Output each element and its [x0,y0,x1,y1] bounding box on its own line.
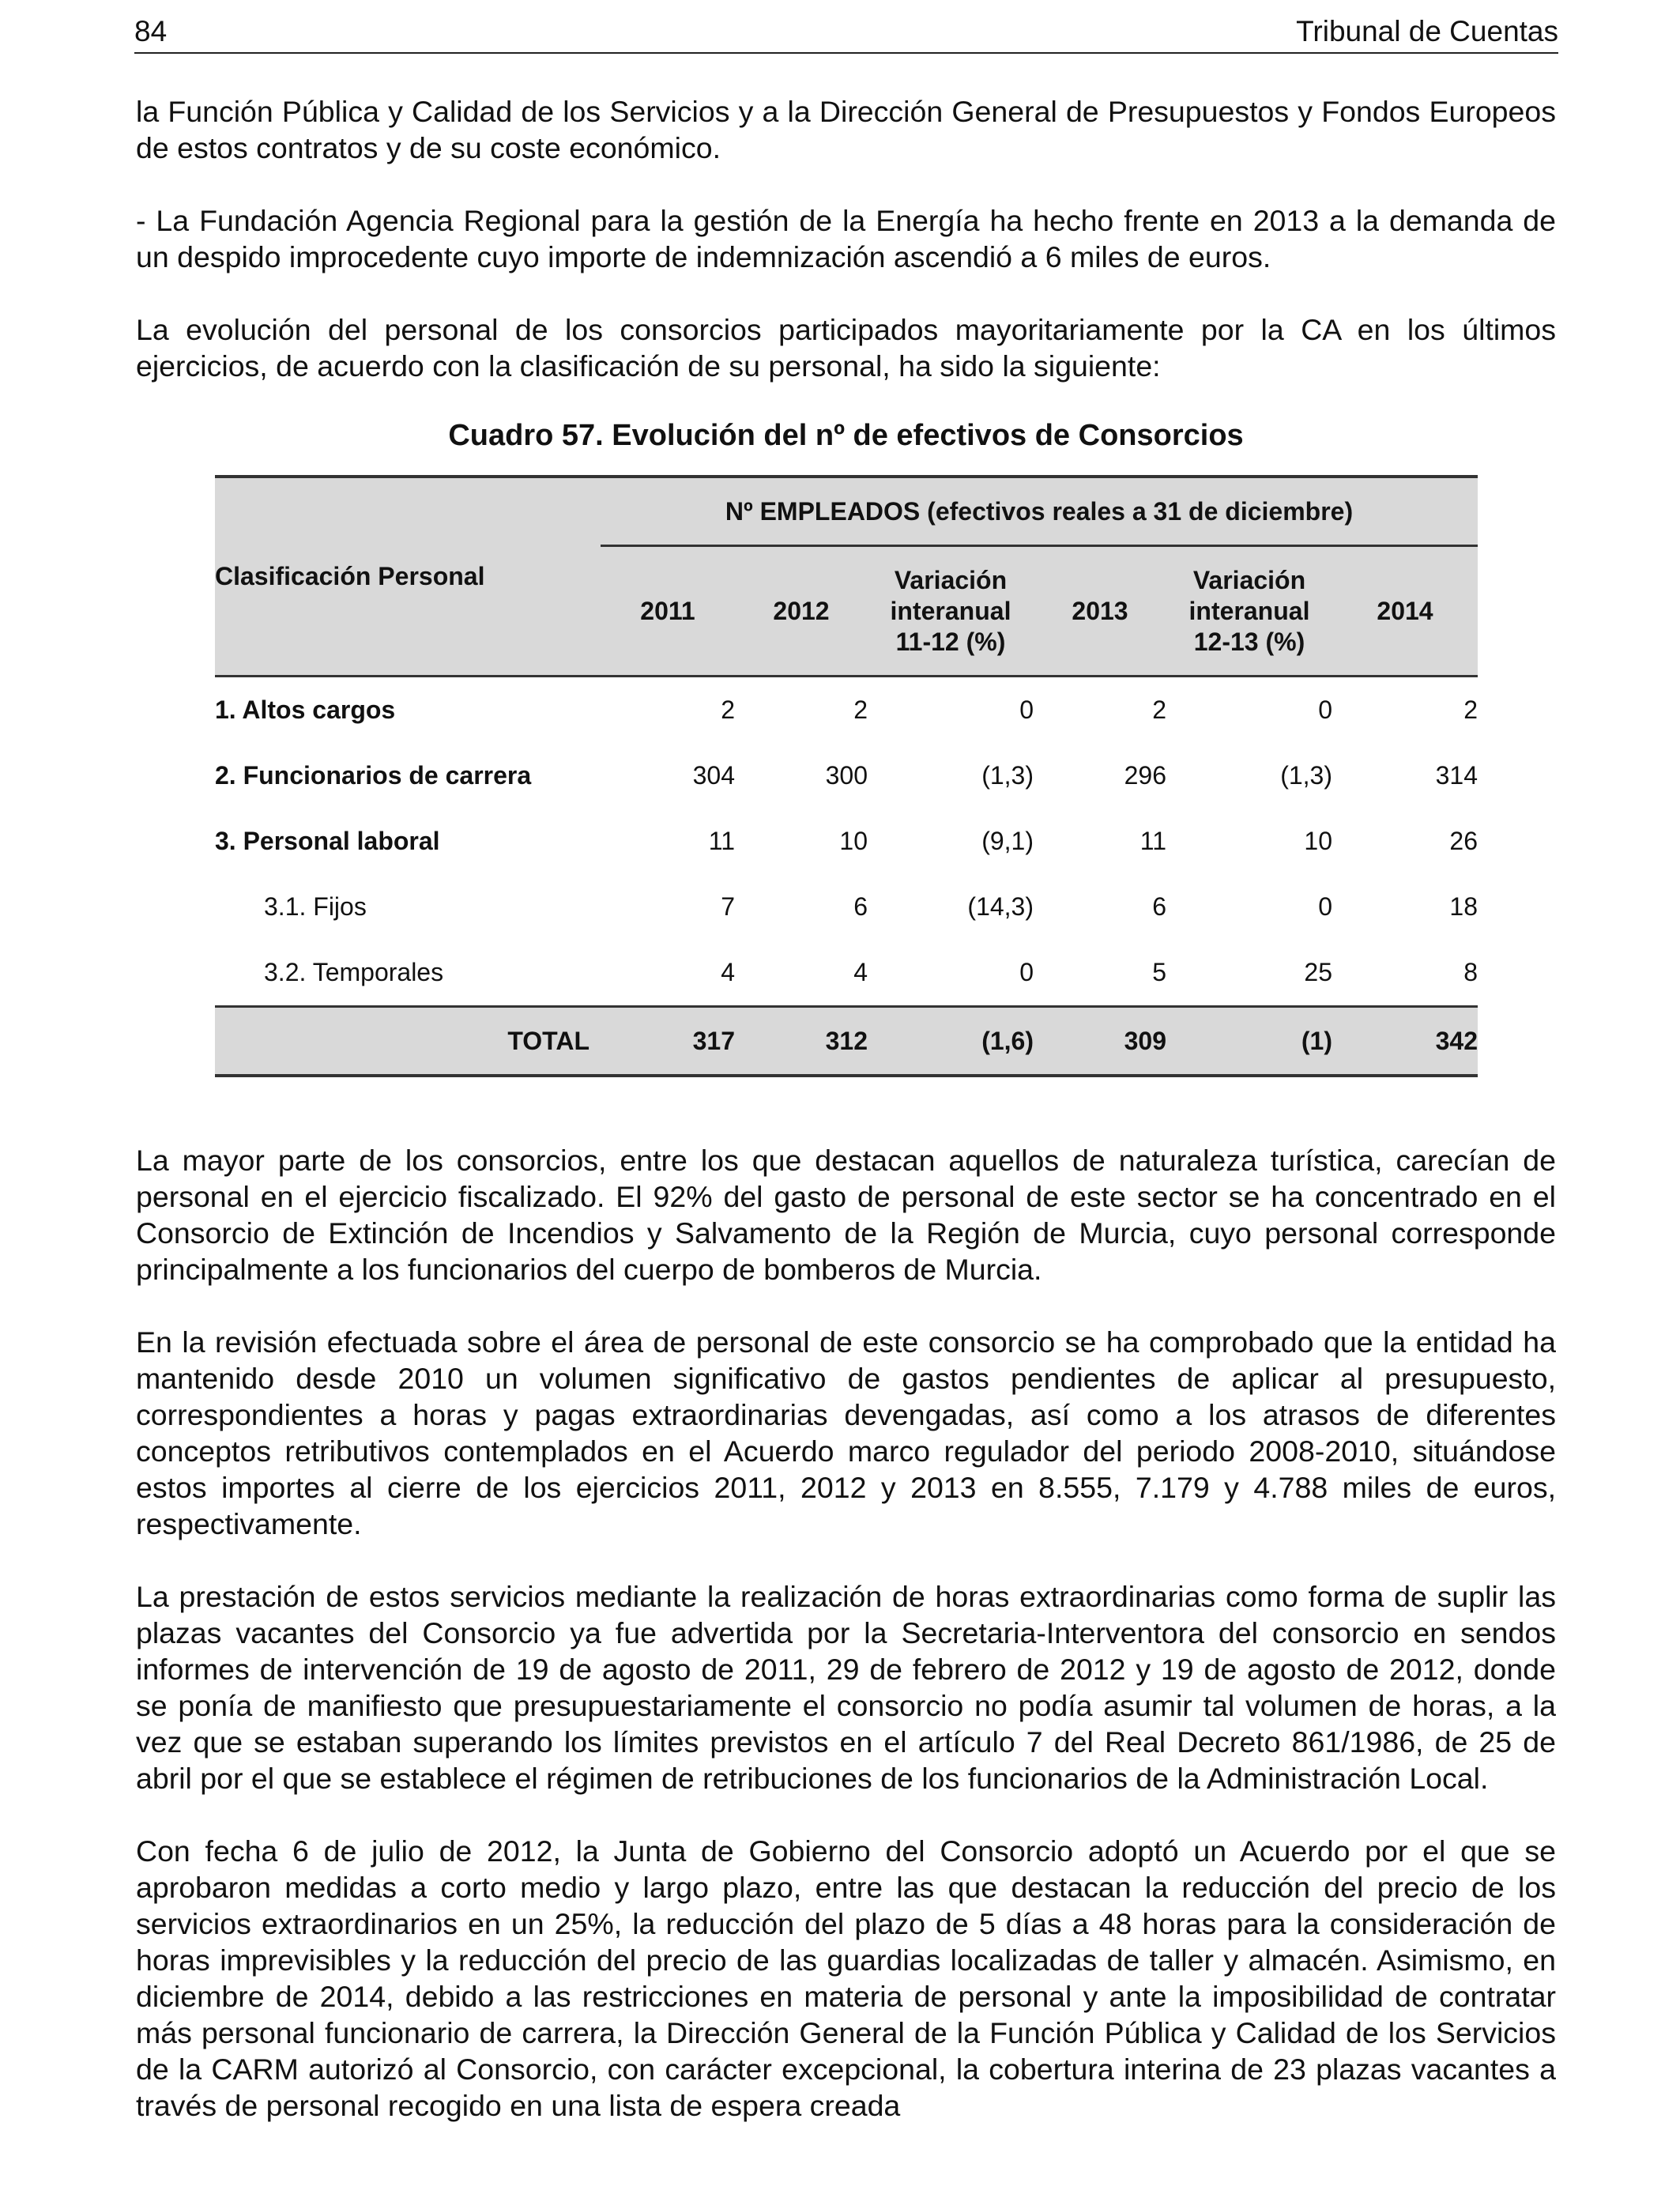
total-label: TOTAL [215,1007,601,1076]
cell: 2 [721,696,735,724]
row-label: 1. Altos cargos [215,696,396,724]
column-header: Variación interanual 12-13 (%) [1166,546,1332,677]
institution-name: Tribunal de Cuentas [1296,15,1558,47]
paragraph: La prestación de estos servicios mediante la realización de horas extraordinarias como forma de suplir las plazas vacantes del Consorcio ya fue advertida por la Secretaria-Interventora del consorcio en sendos informes de intervención de 19 de agosto de 2011, 29 de febrero de 2012 y 19 de agosto de 2012, donde se ponía de manifiesto que presupuestariamente el consorcio no podía asumir tal volumen de horas, a la vez que se estaban superando los límites previstos en el artículo 7 del Real Decreto 861/1986, de 25 de abril por el que se establece el régimen de retribuciones de los funcionarios de la Administración Local. [136,1580,1556,1795]
staff-evolution-table [215,475,1478,1077]
paragraph: En la revisión efectuada sobre el área de personal de este consorcio se ha comprobado que la entidad ha mantenido desde 2010 un volumen significativo de gastos pendientes de aplicar al presupuesto, correspondientes a horas y pagas extraordinarias devengadas, así como a los atrasos de diferentes conceptos retributivos contemplados en el Acuerdo marco regulador del periodo 2008-2010, situándose estos importes al cierre de los ejercicios 2011, 2012 y 2013 en 8.555, 7.179 y 4.788 miles de euros, respectivamente. [136,1325,1556,1540]
total-cell: 309 [1034,1007,1166,1076]
paragraph: la Función Pública y Calidad de los Servicios y a la Dirección General de Presupuestos y Fondos Europeos de estos contratos y de su coste económico. [136,95,1556,164]
row-label: 3. Personal laboral [215,827,440,855]
cell: 304 [692,761,735,790]
column-header: 2012 [735,546,868,677]
paragraph: La evolución del personal de los consorcios participados mayoritariamente por la CA en los últimos ejercicios, de acuerdo con la clasificación de su personal, ha sido la siguiente: [136,313,1556,383]
row-label: 2. Funcionarios de carrera [215,761,532,790]
column-header: 2011 [601,546,735,677]
total-cell: (1,6) [868,1007,1034,1076]
cell: (1,3) [1280,761,1332,790]
column-header: 2014 [1332,546,1478,677]
cell: 26 [1449,827,1478,855]
table-total-row [215,1007,1478,1076]
cell: 7 [721,892,735,921]
cell: 0 [1019,958,1034,986]
cell: 2 [1463,696,1478,724]
total-cell: (1) [1166,1007,1332,1076]
total-cell: 312 [735,1007,868,1076]
cell: 0 [1019,696,1034,724]
cell: 2 [1152,696,1166,724]
total-cell: 317 [601,1007,735,1076]
cell: 11 [1139,827,1166,855]
page-header [134,11,1558,54]
cell: 314 [1435,761,1478,790]
table-row [215,874,1478,940]
cell: 10 [1304,827,1332,855]
column-header: Variación interanual 11-12 (%) [868,546,1034,677]
table-row [215,940,1478,1007]
cell: 18 [1449,892,1478,921]
cell: 10 [839,827,868,855]
cell: 296 [1124,761,1166,790]
cell: 0 [1318,696,1332,724]
row-label: 3.2. Temporales [264,958,444,986]
group-header: Nº EMPLEADOS (efectivos reales a 31 de diciembre) [601,477,1478,546]
cell: (9,1) [981,827,1034,855]
cell: 2 [853,696,868,724]
table-row [215,743,1478,809]
cell: (14,3) [967,892,1034,921]
row-label: 3.1. Fijos [264,892,367,921]
cell: (1,3) [981,761,1034,790]
cell: 25 [1304,958,1332,986]
paragraph: La mayor parte de los consorcios, entre los que destacan aquellos de naturaleza turística, carecían de personal en el ejercicio fiscalizado. El 92% del gasto de personal de este sector se ha concentrado en el Consorcio de Extinción de Incendios y Salvamento de la Región de Murcia, cuyo personal corresponde principalmente a los funcionarios del cuerpo de bomberos de Murcia. [136,1144,1556,1286]
cell: 6 [1152,892,1166,921]
cell: 300 [825,761,868,790]
column-header-classification: Clasificación Personal [215,477,601,677]
cell: 8 [1463,958,1478,986]
body-text [136,1142,1556,2160]
cell: 6 [853,892,868,921]
cell: 5 [1152,958,1166,986]
table-row [215,677,1478,744]
cell: 4 [853,958,868,986]
table-caption: Cuadro 57. Evolución del nº de efectivos de Consorcios [448,419,1244,452]
cell: 0 [1318,892,1332,921]
total-cell: 342 [1332,1007,1478,1076]
intro-text [136,93,1556,420]
cell: 11 [708,827,735,855]
table-row [215,809,1478,874]
page-number: 84 [134,15,168,47]
cell: 4 [721,958,735,986]
column-header: 2013 [1034,546,1166,677]
paragraph: Con fecha 6 de julio de 2012, la Junta de Gobierno del Consorcio adoptó un Acuerdo por el que se aprobaron medidas a corto medio y largo plazo, entre las que destacan la reducción del precio de los servicios extraordinarios en un 25%, la reducción del plazo de 5 días a 48 horas para la consideración de horas imprevisibles y la reducción del precio de las guardias localizadas de taller y almacén. Asimismo, en diciembre de 2014, debido a las restricciones en materia de personal y ante la imposibilidad de contratar más personal funcionario de carrera, la Dirección General de la Función Pública y Calidad de los Servicios de la CARM autorizó al Consorcio, con carácter excepcional, la cobertura interina de 23 plazas vacantes a través de personal recogido en una lista de espera creada [136,1834,1556,2122]
paragraph: - La Fundación Agencia Regional para la gestión de la Energía ha hecho frente en 2013 a la demanda de un despido improcedente cuyo importe de indemnización ascendió a 6 miles de euros. [136,204,1556,273]
